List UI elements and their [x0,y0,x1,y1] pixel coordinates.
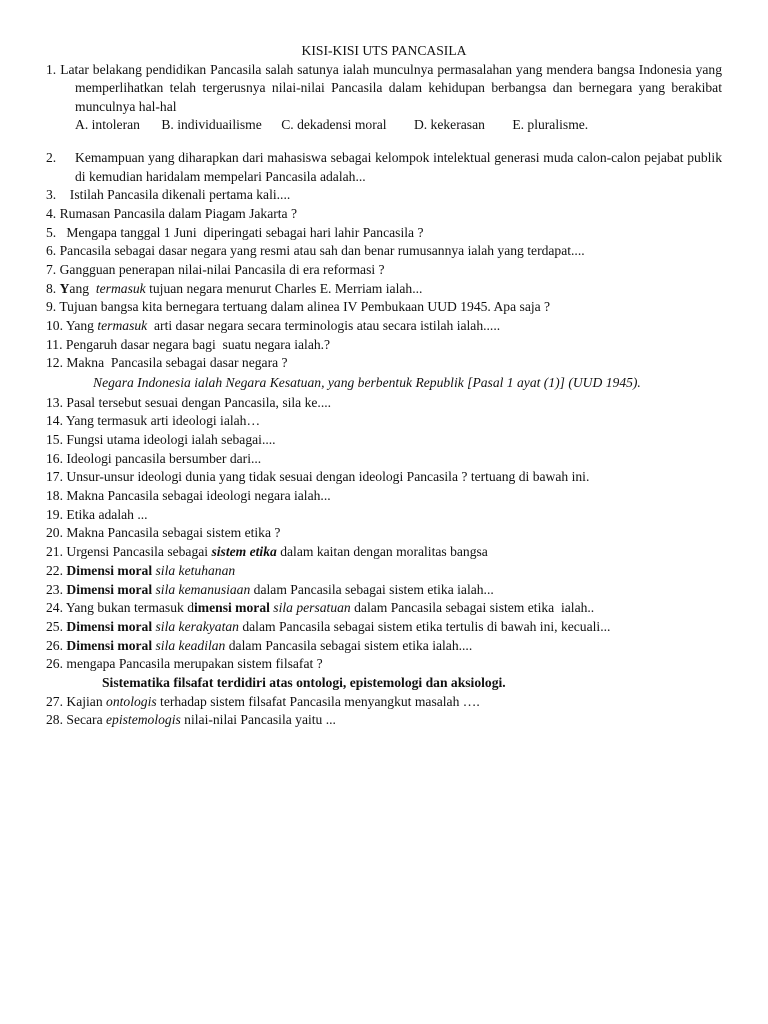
option-c: C. dekadensi moral [281,117,387,133]
question-22 [46,562,722,581]
question-10-italic: termasuk [97,317,148,333]
question-20: 20. Makna Pancasila sebagai sistem etika ? [46,525,281,541]
question-27-text-b: terhadap sistem filsafat Pancasila menyangkut masalah …. [156,693,480,709]
document-title: KISI-KISI UTS PANCASILA [301,43,467,58]
question-8-number: 8. [46,280,60,296]
question-24-text-b: dalam Pancasila sebagai sistem etika ialah.. [350,600,595,616]
question-23-text-b: dalam Pancasila sebagai sistem etika ialah... [250,581,494,597]
question-8-bold: Y [59,280,70,296]
option-b: B. individuailisme [161,117,262,133]
question-6: 6. Pancasila sebagai dasar negara yang resmi atau sah dan benar rumusannya ialah yang terdapat.... [46,243,585,259]
question-27 [46,693,722,712]
question-28 [46,711,722,730]
question-23 [46,581,722,600]
question-11: 11. Pengaruh dasar negara bagi suatu negara ialah.? [46,336,331,352]
question-26b: 26. mengapa Pancasila merupakan sistem filsafat ? [46,656,323,672]
question-21-text-b: dalam kaitan dengan moralitas bangsa [276,544,488,560]
question-24 [46,599,722,618]
question-19: 19. Etika adalah ... [46,506,148,522]
question-28-text-b: nilai-nilai Pancasila yaitu ... [180,712,336,728]
question-7: 7. Gangguan penerapan nilai-nilai Pancasila di era reformasi ? [46,261,385,277]
question-21 [46,543,722,562]
constitution-note: Negara Indonesia ialah Negara Kesatuan, yang berbentuk Republik [Pasal 1 ayat (1)] (UUD 1945). [93,375,641,391]
question-22-italic: sila ketuhanan [152,562,236,578]
question-5: 5. Mengapa tanggal 1 Juni diperingati sebagai hari lahir Pancasila ? [46,224,424,240]
question-2 [46,149,722,186]
question-22-number: 22. [46,562,67,578]
question-26-bold: Dimensi moral [66,637,153,653]
question-12: 12. Makna Pancasila sebagai dasar negara ? [46,355,288,371]
question-13: 13. Pasal tersebut sesuai dengan Pancasila, sila ke.... [46,394,332,410]
philosophy-note: Sistematika filsafat terdidiri atas ontologi, epistemologi dan aksiologi. [102,674,506,690]
question-23-italic: sila kemanusiaan [152,581,251,597]
question-17: 17. Unsur-unsur ideologi dunia yang tidak sesuai dengan ideologi Pancasila ? tertuang di bawah ini. [46,469,590,485]
question-22-bold: Dimensi moral [66,562,153,578]
question-8-text-a: ang [69,280,96,296]
option-d: D. kekerasan [413,117,485,133]
question-26-italic: sila keadilan [152,637,226,653]
question-1-text: Latar belakang pendidikan Pancasila salah satunya ialah munculnya permasalahan yang mendera bangsa Indonesia yang memperlihatkan telah tergerusnya nilai-nilai Pancasila dalam kehidupan berbangsa dan bernegara yang berakibat munculnya hal-hal [60,61,722,114]
question-16: 16. Ideologi pancasila bersumber dari... [46,450,262,466]
question-10-text-a: 10. Yang [46,317,98,333]
question-1-number: 1. [46,61,57,77]
spacer [46,135,722,149]
question-28-italic: epistemologis [106,712,181,728]
question-1-options [46,116,722,135]
question-8-italic: termasuk [95,280,146,296]
question-8-text-b: tujuan negara menurut Charles E. Merriam ialah... [145,280,423,296]
question-26-text-b: dalam Pancasila sebagai sistem etika ialah.... [225,637,473,653]
question-21-text-a: 21. Urgensi Pancasila sebagai [46,544,212,560]
question-25-number: 25. [46,618,67,634]
question-25-bold: Dimensi moral [66,618,153,634]
question-28-text-a: 28. Secara [46,712,107,728]
question-27-text-a: 27. Kajian [46,693,107,709]
question-21-bold-italic: sistem etika [211,544,277,560]
question-25 [46,618,722,637]
question-10 [46,317,722,336]
question-25-text-b: dalam Pancasila sebagai sistem etika tertulis di bawah ini, kecuali... [238,618,611,634]
question-14: 14. Yang termasuk arti ideologi ialah… [46,413,261,429]
question-27-italic: ontologis [106,693,157,709]
question-4: 4. Rumasan Pancasila dalam Piagam Jakarta ? [46,205,298,221]
question-18: 18. Makna Pancasila sebagai ideologi negara ialah... [46,488,331,504]
question-15: 15. Fungsi utama ideologi ialah sebagai.... [46,432,276,447]
option-e: E. pluralisme. [512,117,589,133]
question-24-italic: sila persatuan [269,600,351,616]
question-26 [46,637,722,656]
question-26-number: 26. [46,637,67,653]
question-23-number: 23. [46,581,67,597]
question-24-bold: imensi moral [194,600,270,616]
question-3: 3. Istilah Pancasila dikenali pertama kali.... [46,187,291,203]
question-25-italic: sila kerakyatan [152,618,239,634]
question-8 [46,280,722,299]
question-9: 9. Tujuan bangsa kita bernegara tertuang dalam alinea IV Pembukaan UUD 1945. Apa saja ? [46,299,551,315]
question-2-number: 2. [46,149,57,165]
question-23-bold: Dimensi moral [66,581,153,597]
question-2-text: Kemampuan yang diharapkan dari mahasiswa sebagai kelompok intelektual generasi muda calon-calon pejabat publik di kemudian haridalam mempelari Pancasila adalah... [75,149,722,184]
question-1 [46,61,722,117]
question-24-text-a: 24. Yang bukan termasuk d [46,600,195,616]
option-a: A. intoleran [75,117,140,133]
question-10-text-b: arti dasar negara secara terminologis atau secara istilah ialah..... [147,317,501,333]
